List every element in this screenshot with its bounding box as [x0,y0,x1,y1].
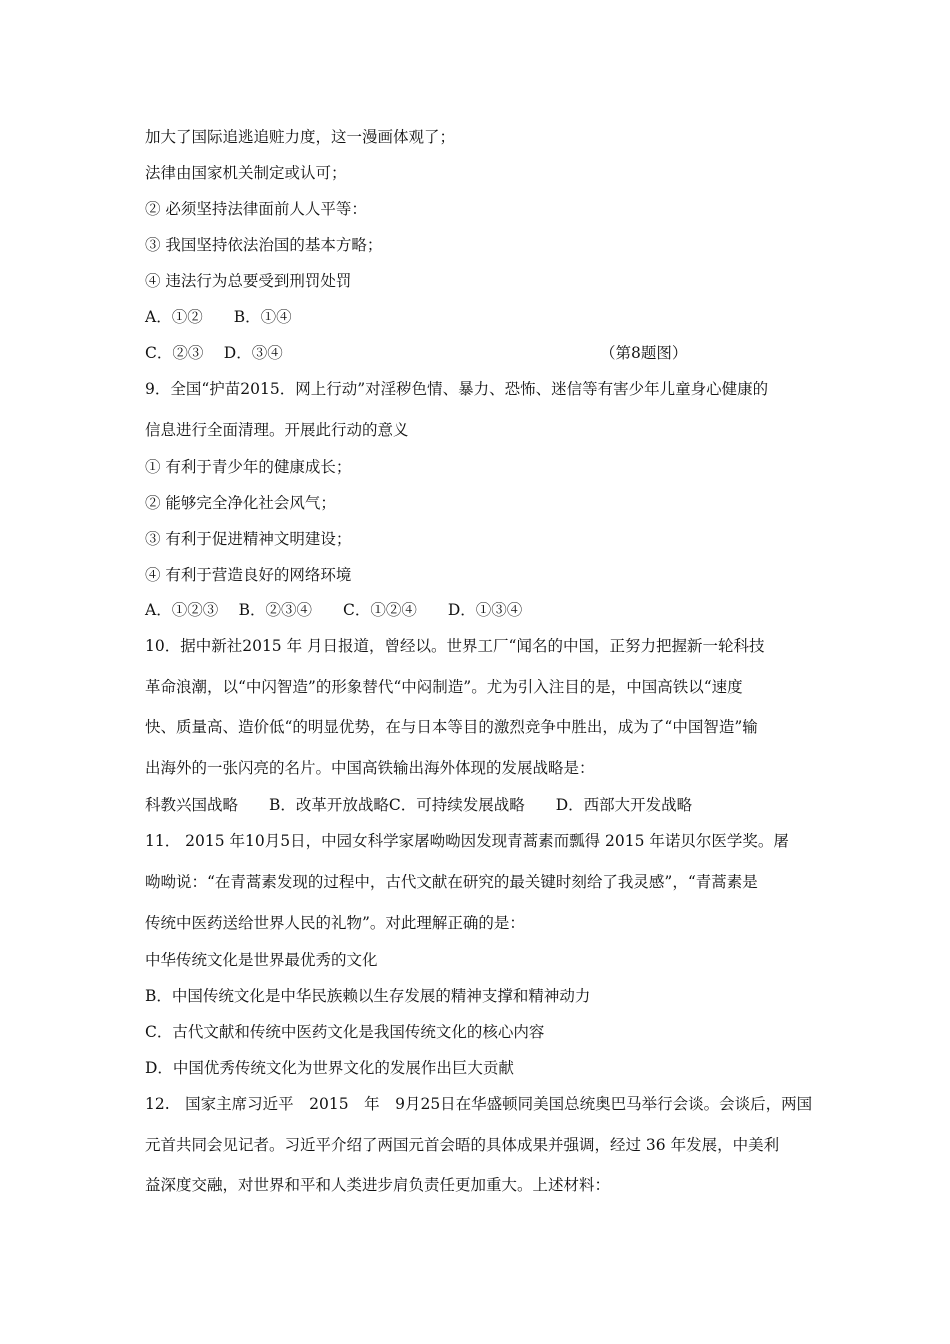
text-line: 呦呦说：“在青蒿素发现的过程中，古代文献在研究的最关键时刻给了我灵感”，“青蒿素是 [145,873,758,891]
answer-option: 中华传统文化是世界最优秀的文化 [145,951,378,969]
text-line: 加大了国际追逃追赃力度，这一漫画体观了； [145,128,456,146]
text-line: ② 必须坚持法律面前人人平等： [145,200,367,218]
text-line: 革命浪潮，以“中闪智造”的形象替代“中闷制造”。尤为引入注目的是，中国高铁以“速度 [145,678,743,696]
answer-option: D．中国优秀传统文化为世界文化的发展作出巨大贡献 [145,1059,514,1077]
question-10: 10．据中新社2015 年 月日报道，曾经以。世界工厂“闻名的中国，正努力把握新一轮科技 [145,637,765,655]
text-line: 快、质量高、造价低“的明显优势，在与日本等目的激烈竞争中胜出，成为了“中国智造”输 [145,718,758,736]
text-line: ③ 我国坚持依法治国的基本方略； [145,236,383,254]
question-9: 9．全国“护苗2015．网上行动”对淫秽色情、暴力、恐怖、迷信等有害少年儿童身心健康的 [145,380,769,398]
text-line: ④ 违法行为总要受到刑罚处罚 [145,272,352,290]
answer-options: A．①② B．①④ [145,308,292,326]
text-line: 法律由国家机关制定或认可； [145,164,347,182]
question-12: 12. 国家主席习近平 2015 年 9月25日在华盛顿同美国总统奥巴马举行会谈。会谈后，两国 [145,1095,813,1113]
answer-options: 科教兴国战略 B．改革开放战略C．可持续发展战略 D．西部大开发战略 [145,796,693,814]
text-line: ③ 有利于促进精神文明建设； [145,530,352,548]
text-line: ④ 有利于营造良好的网络环境 [145,566,352,584]
answer-option: C．古代文献和传统中医药文化是我国传统文化的核心内容 [145,1023,545,1041]
text-line: 元首共同会见记者。习近平介绍了两国元首会晤的具体成果并强调，经过 36 年发展，中美利 [145,1136,780,1154]
text-line: ② 能够完全净化社会风气； [145,494,336,512]
figure-caption: （第8题图） [600,344,688,362]
question-11: 11． 2015 年10月5日，中园女科学家屠呦呦因发现青蒿素而瓢得 2015 年诺贝尔医学奖。屠 [145,832,789,850]
text-line: 信息进行全面清理。开展此行动的意义 [145,421,409,439]
answer-options: C．②③ D．③④ [145,344,283,362]
text-line: 传统中医药送给世界人民的礼物”。对此理解正确的是： [145,914,525,932]
text-line: 出海外的一张闪亮的名片。中国高铁输出海外体现的发展战略是： [145,759,595,777]
answer-option: B．中国传统文化是中华民族赖以生存发展的精神支撑和精神动力 [145,987,591,1005]
text-line: 益深度交融，对世界和平和人类进步肩负责任更加重大。上述材料： [145,1176,611,1194]
text-line: ① 有利于青少年的健康成长； [145,458,352,476]
answer-options: A．①②③ B．②③④ C．①②④ D．①③④ [145,601,523,619]
